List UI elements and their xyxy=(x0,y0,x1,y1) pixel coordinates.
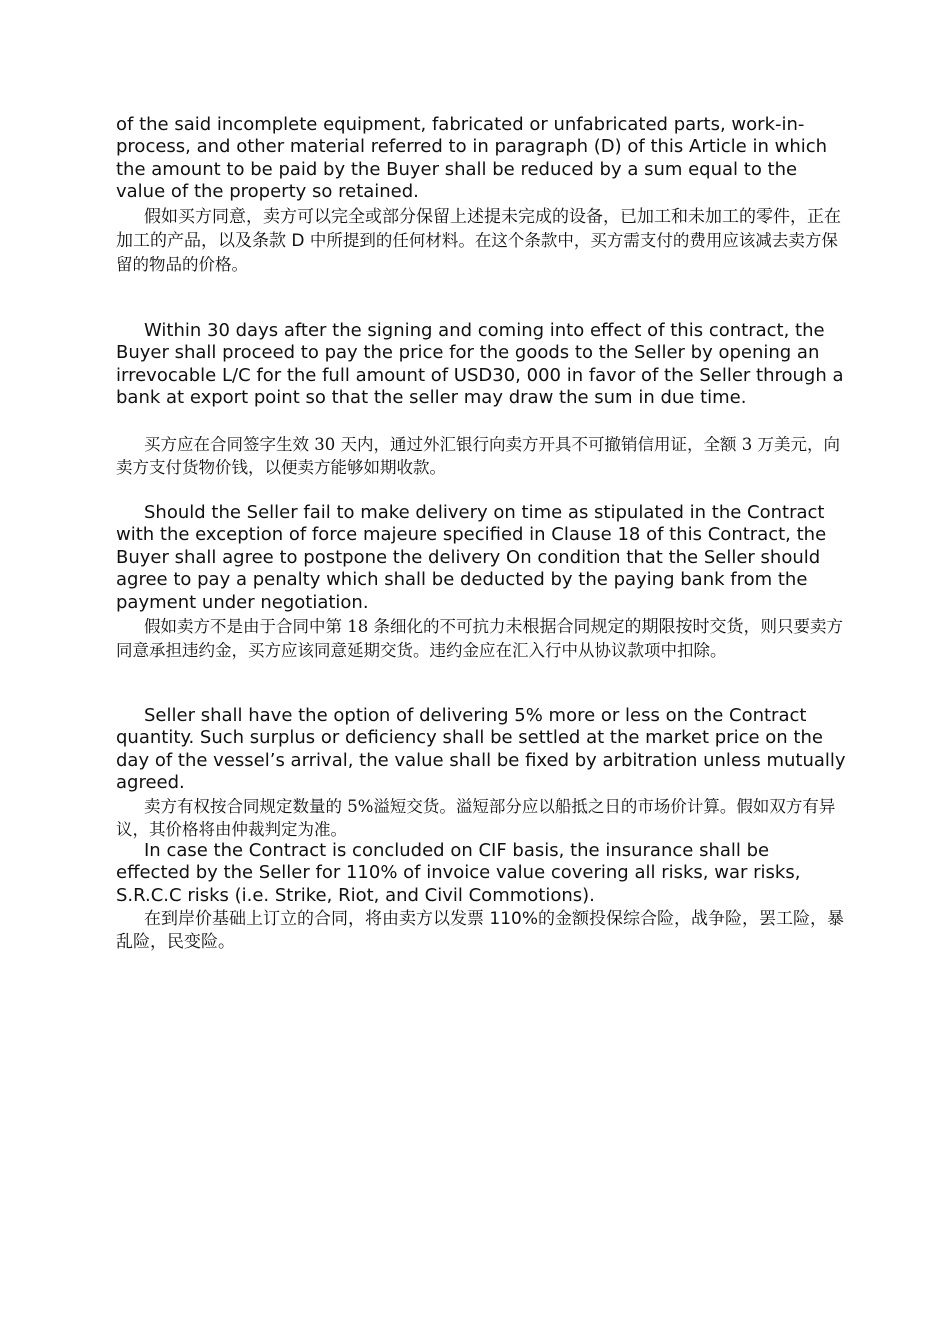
paragraph-2-english: Within 30 days after the signing and coming into effect of this contract, the Buyer shall proceed to pay the price for the goods to the Seller by opening an irrevocable L/C for the full amount of USD30, 000 in favor of the Seller through a bank at export point so that the seller may draw the sum in due time. xyxy=(116,320,844,409)
paragraph-3-chinese-serif-a: 假如卖方不是由于合同中第 18 条细化的不可抗力 xyxy=(144,617,506,636)
paragraph-5-english: In case the Contract is concluded on CIF basis, the insurance shall be effected by the Seller for 110% of invoice value covering all risks, war risks, S.R.C.C risks (i.e. Strike, Riot, and Civil Commotions). xyxy=(116,840,801,906)
paragraph-1-chinese-sans: 假如买方同意，卖方可以完全或部分保留上述提未完成的设备，已加工和未加工的零件，正在加工的产品，以及条款 D xyxy=(116,207,841,251)
paragraph-1-chinese xyxy=(116,206,846,277)
paragraph-5-chinese: 在到岸价基础上订立的合同，将由卖方以发票 110%的金额投保综合险，战争险，罢工险，暴乱险，民变险。 xyxy=(116,909,845,952)
paragraph-2-chinese: 买方应在合同签字生效 30 天内，通过外汇银行向卖方开具不可撤销信用证，全额 3 万美元，向卖方支付货物价钱，以便卖方能够如期收款。 xyxy=(116,435,840,477)
paragraph-1-english: of the said incomplete equipment, fabricated or unfabricated parts, work-in-process, and other material referred to in paragraph (D) of this Article in which the amount to be paid by the Buyer shall be reduced by a sum equal to the value of the property so retained. xyxy=(116,114,828,203)
paragraph-4-english: Seller shall have the option of delivering 5% more or less on the Contract quantity. Such surplus or deficiency shall be settled at the market price on the day of the vessel’s arrival, the value shall be fixed by arbitration unless mutually agreed. xyxy=(116,705,846,794)
paragraph-3-chinese-serif-b: 则只要卖方同意承担违约金，买方应该同意延期交货。违约金应在汇入行中从协议款项中扣除。 xyxy=(116,617,843,660)
paragraph-3-chinese-sans: 未根据合同规定的期限按时交货， xyxy=(505,617,761,637)
paragraph-4-chinese: 卖方有权按合同规定数量的 5%溢短交货。溢短部分应以船抵之日的市场价计算。假如双方有异议，其价格将由仲裁判定为准。 xyxy=(116,797,836,839)
paragraph-3-english: Should the Seller fail to make delivery on time as stipulated in the Contract with the exception of force majeure specified in Clause 18 of this Contract, the Buyer shall agree to postpone the delivery On condition that the Seller should agree to pay a penalty which shall be deducted by the paying bank from the payment under negotiation. xyxy=(116,502,827,613)
paragraph-3-chinese xyxy=(116,615,846,663)
paragraph-1-chinese-serif: 中所提到的任何材料。在这个条款中，买方需支付的费用应该减去卖方保留的物品的价格。 xyxy=(116,231,838,274)
